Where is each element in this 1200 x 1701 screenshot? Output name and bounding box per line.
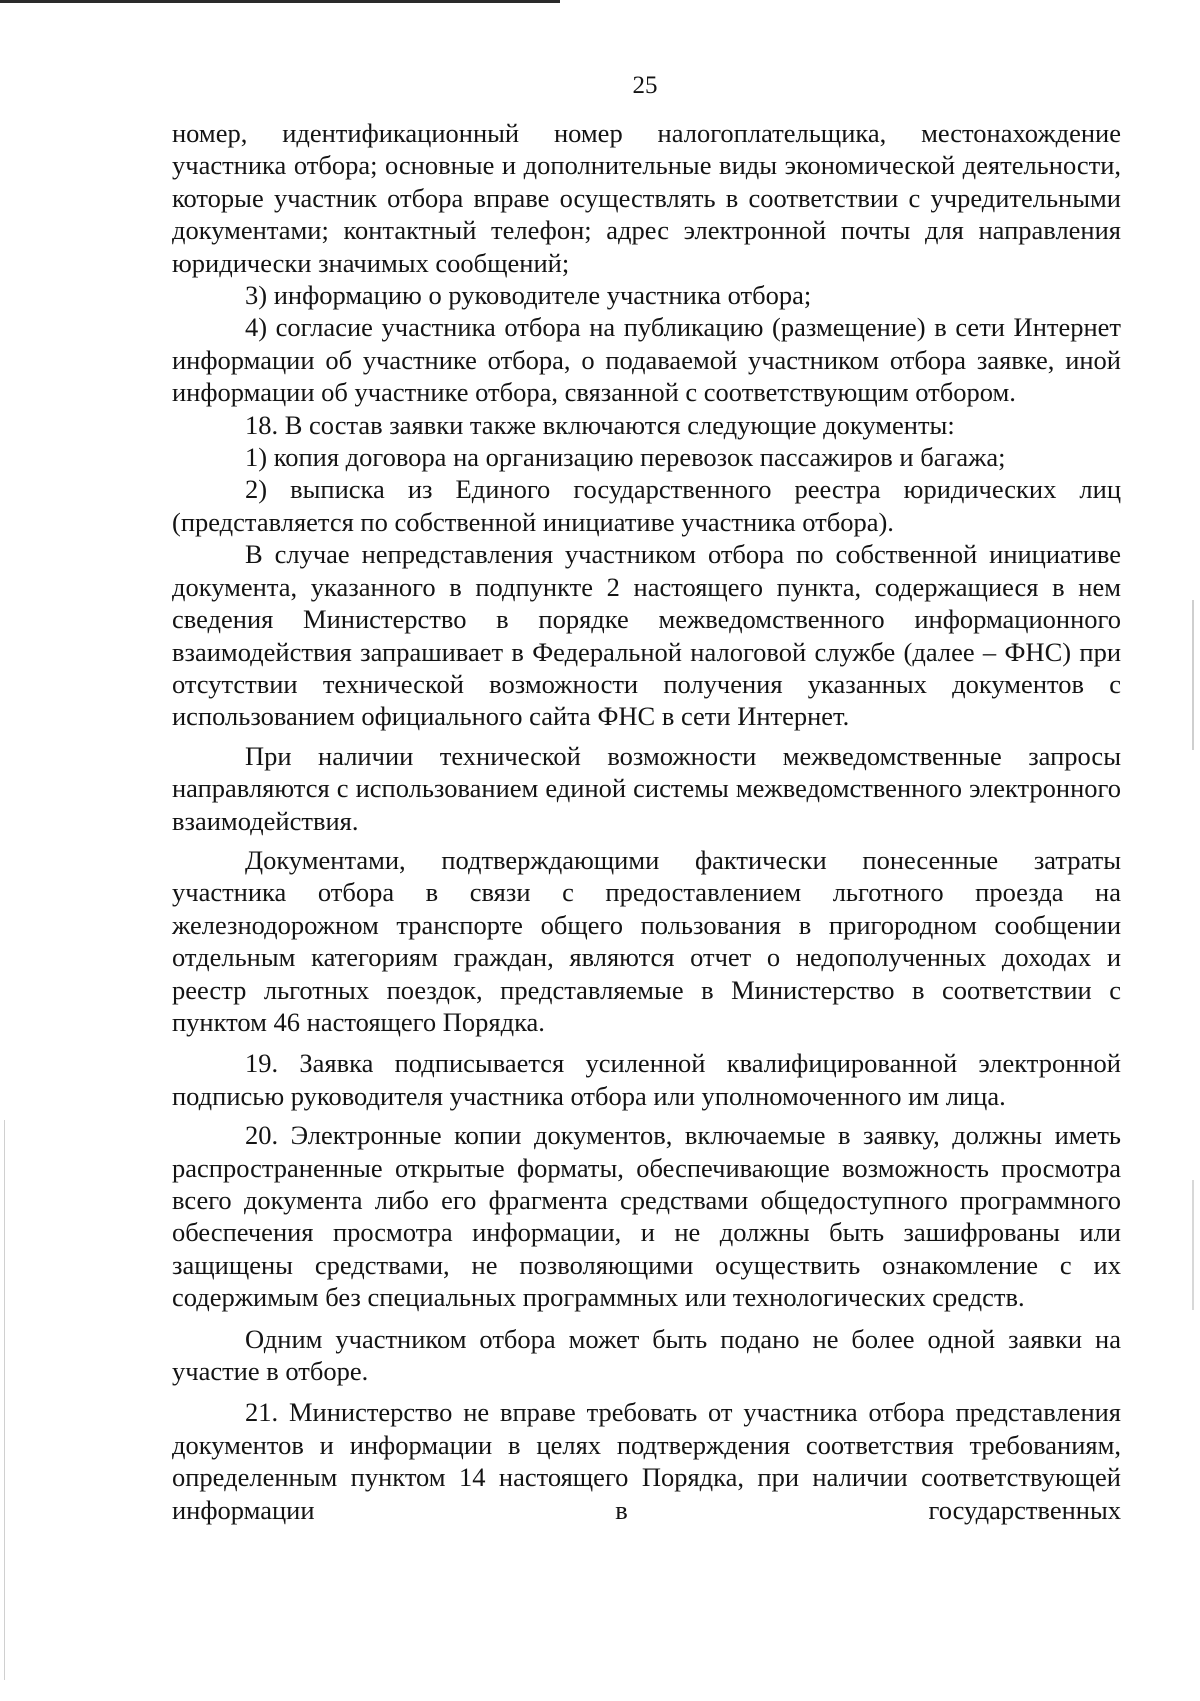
paragraph-single-application: Одним участником отбора может быть подано не более одной заявки на участие в отборе. — [172, 1323, 1121, 1387]
paragraph-21-ministry: 21. Министерство не вправе требовать от участника отбора представления документов и информации в целях подтверждения соответствия требованиям, определенным пунктом 14 настоящего Порядка, при наличии соответствующей информации в государственных — [172, 1397, 1121, 1525]
scan-edge-mark — [1192, 1180, 1194, 1310]
paragraph-18-item-1: 1) копия договора на организацию перевозок пассажиров и багажа; — [245, 442, 1006, 473]
scan-edge-mark — [4, 1120, 5, 1680]
paragraph-item-4-consent: 4) согласие участника отбора на публикацию (размещение) в сети Интернет информации об участнике отбора, о подаваемой участником отбора заявке, иной информации об участнике отбора, связанной с соответствующим отбором. — [172, 312, 1121, 408]
paragraph-cost-documents: Документами, подтверждающими фактически понесенные затраты участника отбора в связи с предоставлением льготного проезда на железнодорожном транспорте общего пользования в пригородном сообщении отдельным категориям граждан, являются отчет о недополученных доходах и реестр льготных поездок, представляемые в Министерство в соответствии с пунктом 46 настоящего Порядка. — [172, 844, 1121, 1037]
paragraph-contact-details: номер, идентификационный номер налогоплательщика, местонахождение участника отбора; основные и дополнительные виды экономической деятельности, которые участник отбора вправе осуществлять в соответствии с учредительными документами; контактный телефон; адрес электронной почты для направления юридически значимых сообщений; — [172, 118, 1121, 278]
paragraph-item-3-head-info: 3) информацию о руководителе участника отбора; — [245, 280, 812, 311]
paragraph-interagency-requests: При наличии технической возможности межведомственные запросы направляются с использованием единой системы межведомственного электронного взаимодействия. — [172, 740, 1121, 836]
scan-edge-top — [0, 0, 560, 3]
paragraph-non-submission: В случае непредставления участником отбора по собственной инициативе документа, указанного в подпункте 2 настоящего пункта, содержащиеся в нем сведения Министерство в порядке межведомственного информационного взаимодействия запрашивает в Федеральной налоговой службе (далее – ФНС) при отсутствии технической возможности получения указанных документов с использованием официального сайта ФНС в сети Интернет. — [172, 539, 1121, 732]
paragraph-18-item-2: 2) выписка из Единого государственного реестра юридических лиц (представляется по собственной инициативе участника отбора). — [172, 474, 1121, 537]
paragraph-19-signature: 19. Заявка подписывается усиленной квалифицированной электронной подписью руководителя участника отбора или уполномоченного им лица. — [172, 1048, 1121, 1111]
paragraph-18-documents: 18. В состав заявки также включаются следующие документы: — [245, 409, 955, 440]
page-number: 25 — [632, 72, 658, 99]
document-body — [172, 117, 1121, 1526]
scan-edge-mark — [1192, 600, 1194, 750]
paragraph-20-electronic-copies: 20. Электронные копии документов, включаемые в заявку, должны иметь распространенные открытые форматы, обеспечивающие возможность просмотра всего документа либо его фрагмента средствами общедоступного программного обеспечения просмотра информации, и не должны быть зашифрованы или защищены средствами, не позволяющими осуществить ознакомление с их содержимым без специальных программных или технологических средств. — [172, 1120, 1121, 1313]
